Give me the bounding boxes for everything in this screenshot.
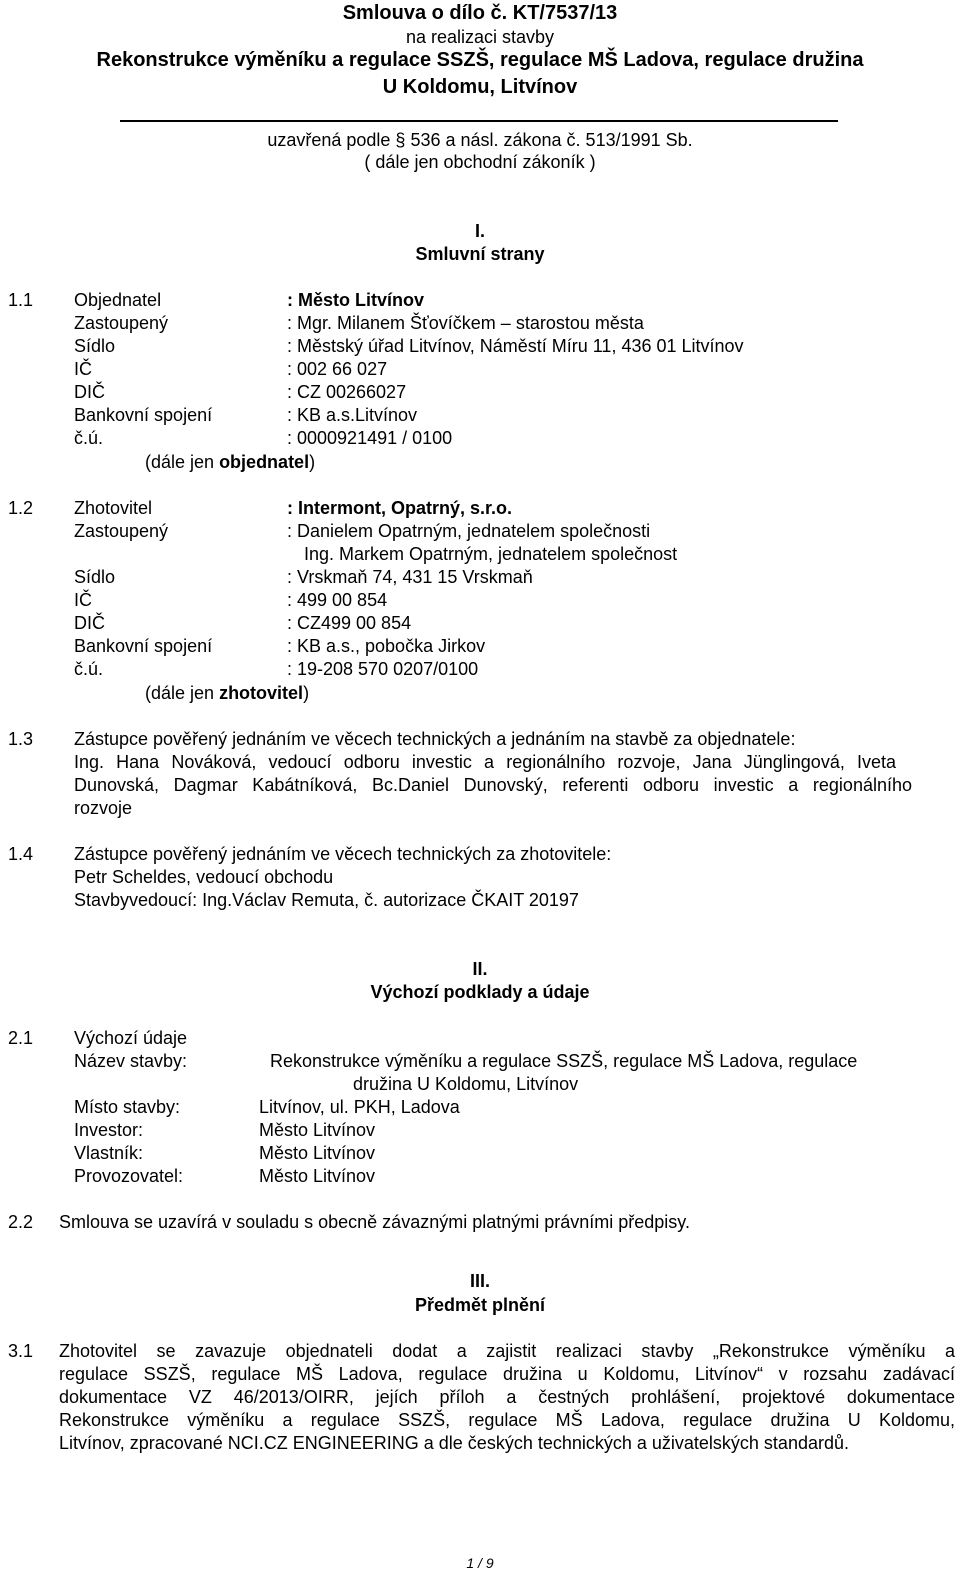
note-suffix: )	[309, 452, 316, 472]
clause-number: 2.2	[8, 1212, 34, 1232]
party-value: : 499 00 854	[287, 590, 388, 610]
note-suffix: )	[303, 683, 310, 703]
field-value: družina U Koldomu, Litvínov	[353, 1074, 579, 1094]
field-label: Místo stavby:	[74, 1097, 181, 1117]
party-value: : Město Litvínov	[287, 290, 425, 310]
clause-number: 1.1	[8, 290, 34, 310]
section1-number: I.	[474, 221, 485, 241]
party-value: : Vrskmaň 74, 431 15 Vrskmaň	[287, 567, 533, 587]
party-label: DIČ	[74, 613, 105, 633]
clause-number: 1.3	[8, 729, 34, 749]
note-prefix: (dále jen	[145, 452, 220, 472]
clause-text: Ing. Hana Nováková, vedoucí odboru investic a regionálního rozvoje, Jana Jünglingová, Iveta	[74, 752, 896, 772]
party-label: Sídlo	[74, 567, 116, 587]
field-value: Rekonstrukce výměníku a regulace SSZŠ, regulace MŠ Ladova, regulace	[270, 1051, 858, 1071]
note-alias: objednatel	[219, 452, 310, 472]
project-title-line1: Rekonstrukce výměníku a regulace SSZŠ, regulace MŠ Ladova, regulace družina	[96, 49, 864, 71]
field-label: Vlastník:	[74, 1143, 144, 1163]
party-label: Bankovní spojení	[74, 636, 213, 656]
party-label: Objednatel	[74, 290, 162, 310]
clause-text: Zhotovitel se zavazuje objednateli dodat a zajistit realizaci stavby „Rekonstrukce výměníku a	[59, 1341, 955, 1361]
law-reference-line1: uzavřená podle § 536 a násl. zákona č. 513/1991 Sb.	[267, 130, 693, 150]
clause-text: Petr Scheldes, vedoucí obchodu	[74, 867, 334, 887]
party-value: : CZ 00266027	[287, 382, 407, 402]
party-value: : KB a.s., pobočka Jirkov	[287, 636, 486, 656]
clause-text: Litvínov, zpracované NCI.CZ ENGINEERING a dle českých technických a uživatelských standardů.	[59, 1433, 849, 1453]
party-value: : Městský úřad Litvínov, Náměstí Míru 11, 436 01 Litvínov	[287, 336, 744, 356]
party-value: : CZ499 00 854	[287, 613, 412, 633]
clause-text: rozvoje	[74, 798, 133, 818]
field-value: Město Litvínov	[259, 1166, 376, 1186]
party-value: : Mgr. Milanem Šťovíčkem – starostou města	[287, 313, 644, 333]
party-label: Bankovní spojení	[74, 405, 213, 425]
party-value: : 19-208 570 0207/0100	[287, 659, 479, 679]
clause-number: 3.1	[8, 1341, 34, 1361]
section3-number: III.	[469, 1271, 490, 1291]
party-value: : Intermont, Opatrný, s.r.o.	[287, 498, 513, 518]
clause-text: Zástupce pověřený jednáním ve věcech technických za zhotovitele:	[74, 844, 612, 864]
party-value: : 0000921491 / 0100	[287, 428, 453, 448]
clause-number: 1.2	[8, 498, 34, 518]
note-alias: zhotovitel	[219, 683, 304, 703]
field-label: Investor:	[74, 1120, 144, 1140]
field-label: Název stavby:	[74, 1051, 188, 1071]
clause-text: Dunovská, Dagmar Kabátníková, Bc.Daniel Dunovský, referenti odboru investic a regionálního	[74, 775, 912, 795]
party-label: IČ	[74, 359, 92, 379]
law-reference-line2: ( dále jen obchodní zákoník )	[364, 152, 596, 172]
party-label: Zastoupený	[74, 313, 169, 333]
document-title: Smlouva o dílo č. KT/7537/13	[342, 2, 618, 24]
clause-number: 1.4	[8, 844, 34, 864]
clause-text: Smlouva se uzavírá v souladu s obecně závaznými platnými právními předpisy.	[59, 1212, 690, 1232]
clause-text: regulace SSZŠ, regulace MŠ Ladova, regulace družina u Koldomu, Litvínov“ v rozsahu zadávací	[59, 1364, 955, 1384]
party-label: č.ú.	[74, 659, 104, 679]
party-label: Sídlo	[74, 336, 116, 356]
section3-title: Předmět plnění	[414, 1295, 546, 1315]
field-value: Litvínov, ul. PKH, Ladova	[259, 1097, 460, 1117]
clause-text: Stavbyvedoucí: Ing.Václav Remuta, č. autorizace ČKAIT 20197	[74, 890, 579, 910]
clause-number: 2.1	[8, 1028, 34, 1048]
document-subtitle: na realizaci stavby	[405, 27, 555, 47]
party-alias-note	[145, 451, 315, 473]
clause-text: dokumentace VZ 46/2013/OIRR, jejích příloh a čestných prohlášení, projektové dokumentace	[59, 1387, 955, 1407]
header-divider	[120, 120, 838, 122]
clause-text: Zástupce pověřený jednáním ve věcech technických a jednáním na stavbě za objednatele:	[74, 729, 796, 749]
field-value: Město Litvínov	[259, 1143, 376, 1163]
section2-number: II.	[472, 959, 488, 979]
party-label: Zhotovitel	[74, 498, 153, 518]
party-label: Zastoupený	[74, 521, 169, 541]
party-value: : KB a.s.Litvínov	[287, 405, 418, 425]
clause-heading: Výchozí údaje	[74, 1028, 188, 1048]
section2-title: Výchozí podklady a údaje	[370, 982, 590, 1002]
party-label: IČ	[74, 590, 92, 610]
field-value: Město Litvínov	[259, 1120, 376, 1140]
party-alias-note	[145, 682, 309, 704]
page-number: 1 / 9	[466, 1555, 494, 1571]
party-value: Ing. Markem Opatrným, jednatelem společnost	[304, 544, 678, 564]
note-prefix: (dále jen	[145, 683, 220, 703]
field-label: Provozovatel:	[74, 1166, 184, 1186]
section1-title: Smluvní strany	[415, 244, 545, 264]
party-label: č.ú.	[74, 428, 104, 448]
clause-text: Rekonstrukce výměníku a regulace SSZŠ, regulace MŠ Ladova, regulace družina U Koldomu,	[59, 1410, 955, 1430]
party-label: DIČ	[74, 382, 105, 402]
party-value: : 002 66 027	[287, 359, 388, 379]
project-title-line2: U Koldomu, Litvínov	[382, 76, 578, 98]
party-value: : Danielem Opatrným, jednatelem společnosti	[287, 521, 651, 541]
